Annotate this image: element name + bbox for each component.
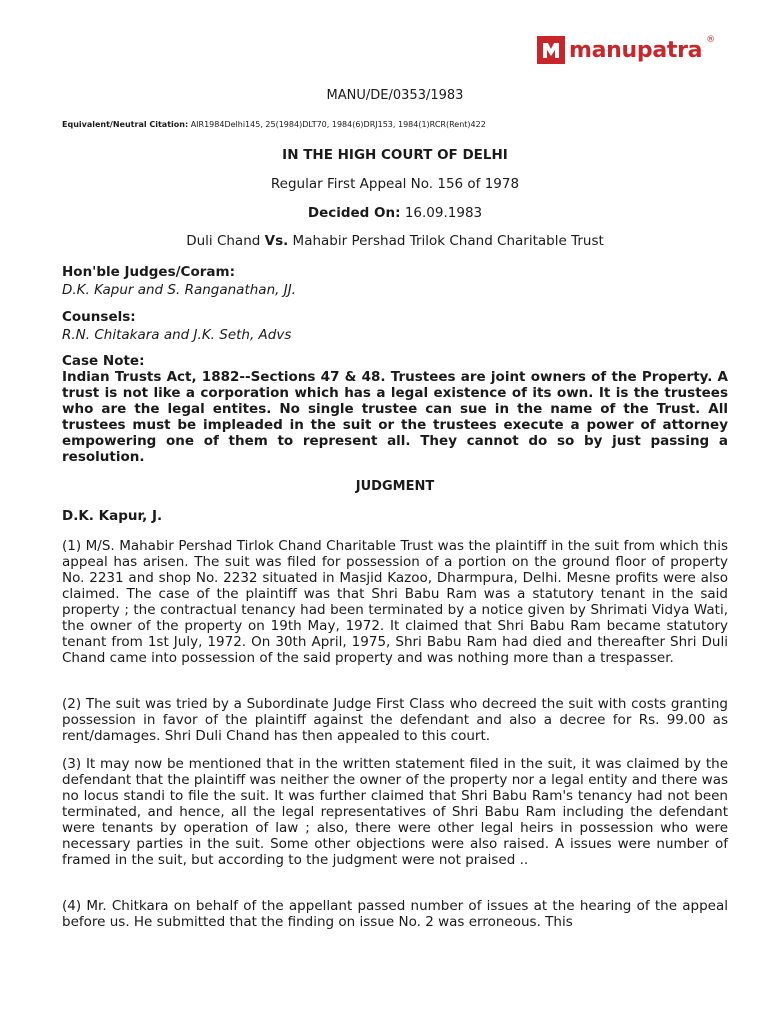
judgment-paragraph: (4) Mr. Chitkara on behalf of the appellant passed number of issues at the hearing of the appeal before us. He submitted that the finding on issue No. 2 was erroneous. This [62, 898, 728, 930]
logo-text: manupatra [569, 37, 703, 63]
manupatra-logo [537, 36, 715, 64]
judgment-paragraph: (1) M/S. Mahabir Pershad Tirlok Chand Charitable Trust was the plaintiff in the suit from which this appeal has arisen. The suit was filed for possession of a portion on the ground floor of property No. 2231 and shop No. 2232 situated in Masjid Kazoo, Dharmpura, Delhi. Mesne profits were also claimed. The case of the plaintiff was that Shri Babu Ram was a statutory tenant in the said property ; the contractual tenancy had been terminated by a notice given by Shrimati Vidya Wati, the owner of the property on 19th May, 1972. It claimed that Shri Babu Ram became statutory tenant from 1st July, 1972. On 30th April, 1975, Shri Babu Ram had died and thereafter Shri Duli Chand came into possession of the said property and was nothing more than a trespasser. [62, 538, 728, 666]
judgment-paragraph: (2) The suit was tried by a Subordinate Judge First Class who decreed the suit with costs granting possession in favor of the plaintiff against the defendant and also a decree for Rs. 99.00 as rent/damages. Shri Duli Chand has then appealed to this court. [62, 696, 728, 744]
versus: Vs. [264, 233, 289, 249]
counsels-label: Counsels: [62, 309, 136, 325]
judge-author: D.K. Kapur, J. [62, 508, 163, 524]
appeal-number: Regular First Appeal No. 156 of 1978 [270, 176, 520, 192]
case-note-section [62, 353, 728, 465]
equivalent-citation [62, 120, 728, 129]
equivalent-citation-value: AIR1984Delhi145, 25(1984)DLT70, 1984(6)DRJ153, 1984(1)RCR(Rent)422 [190, 120, 486, 129]
judgment-heading: JUDGMENT [355, 479, 435, 494]
registered-mark: ® [706, 35, 716, 45]
decided-on [62, 205, 728, 221]
equivalent-citation-label: Equivalent/Neutral Citation: [62, 120, 189, 129]
judges-value: D.K. Kapur and S. Ranganathan, JJ. [62, 282, 296, 298]
judgment-paragraph: (3) It may now be mentioned that in the written statement filed in the suit, it was claimed by the defendant that the plaintiff was neither the owner of the property nor a legal entity and there was no locus standi to file the suit. It was further claimed that Shri Babu Ram's tenancy had not been terminated, and hence, all the legal representatives of Shri Babu Ram including the defendant were tenants by operation of law ; also, there were other legal heirs in possession who were necessary parties in the suit. Some other objections were also raised. A issues were number of framed in the suit, but according to the judgment were not praised .. [62, 756, 728, 868]
respondent: Mahabir Pershad Trilok Chand Charitable Trust [292, 233, 604, 249]
citation-id: MANU/DE/0353/1983 [326, 88, 464, 103]
court-name: IN THE HIGH COURT OF DELHI [282, 147, 508, 163]
manupatra-logo-icon [537, 36, 565, 64]
judges-label: Hon'ble Judges/Coram: [62, 264, 235, 280]
appellant: Duli Chand [186, 233, 261, 249]
case-note-label: Case Note: [62, 353, 145, 369]
decided-on-label: Decided On: [307, 205, 401, 221]
case-note-text: Indian Trusts Act, 1882--Sections 47 & 48. Trustees are joint owners of the Property. A trust is not like a corporation which has a legal existence of its own. It is the trustees who are the legal entites. No single trustee can sue in the name of the Trust. All trustees must be impleaded in the suit or the trustees execute a power of attorney empowering one of them to represent all. They cannot do so by just passing a resolution. [62, 369, 728, 465]
decided-on-date: 16.09.1983 [404, 205, 483, 221]
counsels-section [62, 308, 728, 344]
judges-section [62, 263, 728, 299]
case-parties [62, 233, 728, 249]
counsels-value: R.N. Chitakara and J.K. Seth, Advs [62, 327, 292, 343]
